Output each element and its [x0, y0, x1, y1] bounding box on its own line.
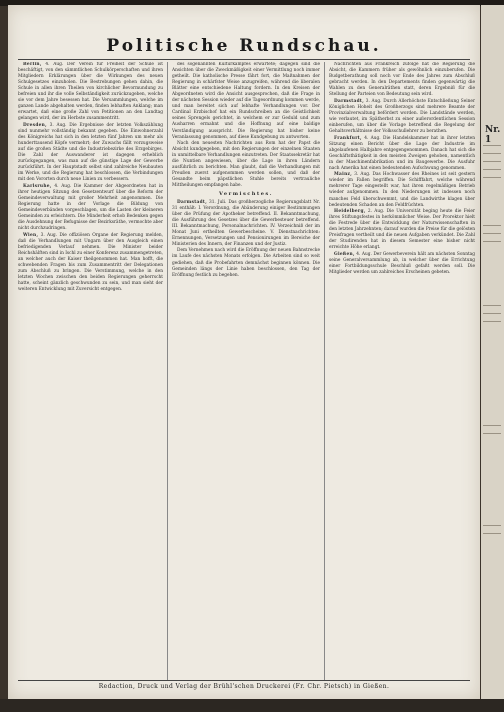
article-text: 3. Aug. Durch Allerhöchste Entschließung Seiner Königlichen Hoheit des Großherzogs sind mehrere Beamte der Provinzialverwaltung befördert worden. Die Landstände werden, wie verlautet, im Spätherbst zu einer außerordentlichen Session einberufen, um über die Vorlage betreffend die Regelung der Gehaltsverhältnisse der Volksschullehrer zu berathen. [329, 98, 475, 135]
article-text: 3. Aug. Die offiziösen Organe der Regierung melden, daß die Verhandlungen mit Ungarn über den Ausgleich einen befriedigenden Verlauf nehmen. Die Minister beider Reichshälften sind in Ischl zu einer Konferenz zusammengetreten, an welcher auch der Kaiser theilgenommen hat. Man hofft, die schwebenden Fragen bis zum Zusammentritt der Delegationen zum Abschluß zu bringen. Die Verstimmung, welche in den letzten Wochen zwischen den beiden Regierungen geherrscht hatte, scheint gänzlich geschwunden zu sein, und man sieht der weiteren Entwicklung mit Zuversicht entgegen. [18, 232, 163, 293]
article-paragraph [172, 141, 320, 189]
article-text: des sogenannten Kulturkampfes erwartete; dagegen sind die Ansichten über die Zweckmäßigkeit einer Vermittlung noch immer getheilt. Die katholische Presse fährt fort, die Maßnahmen der Regierung in schärfster Weise anzugreifen, während die liberalen Blätter eine entschiedene Haltung fordern. In den Kreisen der Abgeordneten wird die Ansicht ausgesprochen, daß die Frage in der nächsten Session wieder auf die Tagesordnung kommen werde, und man bereitet sich auf lebhafte Verhandlungen vor. Der Cardinal Erzbischof hat ein Rundschreiben an die Geistlichkeit seines Sprengels gerichtet, in welchem er zur Geduld und zum Ausharren ermahnt und die Hoffnung auf eine baldige Verständigung ausspricht. Die Regierung hat bisher keine Veranlassung genommen, auf diese Kundgebung zu antworten. [172, 62, 320, 140]
text-column-right [329, 62, 475, 678]
dateline: Gießen, [334, 251, 355, 257]
dateline: Heidelberg, [334, 209, 366, 215]
adjacent-text-line [483, 233, 501, 234]
article-text: 4. Aug. Der Gewerbeverein hält am nächsten Sonntag seine Generalversammlung ab, in welcher über die Errichtung einer Fortbildungsschule Beschluß gefaßt werden soll. Die Mitglieder werden um zahlreiches Erscheinen gebeten. [329, 251, 475, 276]
article-paragraph [329, 209, 475, 251]
adjacent-text-line [483, 321, 501, 322]
imprint-footer: Redaction, Druck und Verlag der Brühl'schen Druckerei (Fr. Chr. Pietsch) in Gießen. [98, 683, 390, 690]
adjacent-text-line [483, 313, 501, 314]
article-paragraph [329, 172, 475, 208]
article-paragraph [18, 233, 163, 293]
article-paragraph [172, 200, 320, 248]
dateline: Dresden, [23, 122, 47, 128]
article-text: 4. Aug. Der Verein für Freiheit der Schule ist beschäftigt, von den sämmtlichen Schulkörperschaften und ihren Mitgliedern Erklärungen über die Wirkungen des neuen Schulgesetzes einzuholen. Die Bestrebungen gehen dahin, die Schule in allen ihren Theilen von kirchlicher Bevormundung zu befreien und ihr die volle Selbständigkeit zurückzugeben, welche sie vor dem Jahre besessen hat. Die Versammlungen, welche im ganzen Lande abgehalten werden, finden lebhaften Anklang; man erwartet, daß eine große Zahl von Petitionen an den Landtag gelangen wird, der im Herbste zusammentritt. [18, 62, 163, 122]
article-text: 4. Aug. Die Handelskammer hat in ihrer letzten Sitzung einen Bericht über die Lage der Industrie im abgelaufenen Halbjahre entgegengenommen. Danach hat sich die Geschäftsthätigkeit in den meisten Zweigen gehoben, namentlich in der Maschinenfabrikation und im Baugewerbe. Die Ausfuhr nach Amerika hat einen bedeutenden Aufschwung genommen. [329, 135, 475, 171]
article-paragraph [329, 99, 475, 135]
text-column-left [18, 62, 163, 678]
footer-rule [18, 680, 470, 681]
dateline: Karlsruhe, [23, 183, 52, 189]
adjacent-text-line [483, 145, 501, 146]
adjacent-text-line [483, 533, 501, 534]
adjacent-text-line [483, 161, 501, 162]
column-divider [324, 62, 325, 680]
dateline: Darmstadt, [177, 199, 207, 205]
article-paragraph [18, 184, 163, 232]
article-text: 31. Juli. Das großherzogliche Regierungsblatt Nr. 31 enthält: I. Verordnung, die Abänderung einiger Bestimmungen über die Prüfung der Apotheker betreffend. II. Bekanntmachung, die Ausführung des Gesetzes über die Gewerbesteuer betreffend. III. Bekanntmachung, Personalnachrichten. IV. Verzeichniß der im Monat Juni ertheilten Gewerbescheine. V. Dienstnachrichten: Ernennungen, Versetzungen und Pensionirungen im Bereiche der Ministerien des Innern, der Finanzen und der Justiz. [172, 199, 320, 247]
dateline: Darmstadt, [334, 98, 364, 104]
article-text: 3. Aug. Das Hochwasser des Rheines ist seit gestern wieder im Fallen begriffen. Die Schifffahrt, welche während mehrerer Tage eingestellt war, hat ihren regelmäßigen Betrieb wieder aufgenommen. In den Niederungen ist indessen noch manches Feld überschwemmt, und die Landwirthe klagen über bedeutenden Schaden an den Feldfrüchten. [329, 172, 475, 208]
adjacent-text-line [483, 433, 501, 434]
adjacent-text-line [483, 241, 501, 242]
dateline: Mainz, [334, 172, 353, 178]
page-title: Politische Rundschau. [106, 36, 382, 56]
article-paragraph [18, 123, 163, 183]
dateline: Berlin, [23, 62, 42, 67]
adjacent-text-line [483, 525, 501, 526]
title-rule [18, 59, 470, 60]
dateline: Wien, [23, 232, 39, 238]
scan-bottom-edge [0, 699, 504, 712]
article-paragraph [172, 248, 320, 278]
adjacent-text-line [483, 177, 501, 178]
article-text: Dem Vernehmen nach wird die Eröffnung der neuen Bahnstrecke im Laufe des nächsten Monats erfolgen. Die Arbeiten sind so weit gediehen, daß die Probefahrten demnächst beginnen können. Die Gemeinden längs der Linie haben beschlossen, den Tag der Eröffnung festlich zu begehen. [172, 248, 320, 278]
article-text: Nach den neuesten Nachrichten aus Rom hat der Papst die Absicht kundgegeben, mit den Regierungen der einzelnen Staaten in unmittelbare Verhandlungen einzutreten. Der Staatssekretär hat die Nuntien angewiesen, über die Lage in ihren Ländern ausführlich zu berichten. Man glaubt, daß die Verhandlungen mit Preußen zuerst aufgenommen werden sollen, und daß der Gesandte beim päpstlichen Stuhle bereits vertrauliche Mittheilungen empfangen habe. [172, 141, 320, 189]
adjacent-text-line [483, 169, 501, 170]
article-text: 4. Aug. Die Kammer der Abgeordneten hat in ihrer heutigen Sitzung den Gesetzentwurf über die Reform der Gemeindeverwaltung mit großer Mehrheit angenommen. Die Regierung hatte in der Vorlage die Bildung von Gemeindeverbänden vorgeschlagen, um die Lasten der kleineren Gemeinden zu erleichtern. Die Minderheit erhob Bedenken gegen die Ausdehnung der Befugnisse der Bezirksräthe, vermochte aber nicht durchzudringen. [18, 183, 163, 232]
adjacent-text-line [483, 425, 501, 426]
article-text: 3. Aug. Die Ergebnisse der letzten Volkszählung sind nunmehr vollständig bekannt gegeben. Die Einwohnerzahl des Königreichs hat sich in den letzten fünf Jahren um mehr als hunderttausend Köpfe vermehrt; der Zuwachs fällt vorzugsweise auf die großen Städte und die Industriebezirke des Erzgebirges. Die Zahl der Auswanderer ist dagegen erheblich zurückgegangen, was man auf die günstige Lage der Gewerbe zurückführt. In der Hauptstadt selbst sind zahlreiche Neubauten im Werke, und die Regierung hat beschlossen, die Verbindungen mit den Vororten durch neue Linien zu verbessern. [18, 122, 163, 183]
adjacent-text-line [483, 153, 501, 154]
article-paragraph [329, 252, 475, 276]
column-divider [167, 62, 168, 680]
article-paragraph [329, 62, 475, 98]
adjacent-page-edge [481, 5, 504, 705]
article-text: Nachrichten aus Frankreich zufolge hat die Regierung die Absicht, die Kammern früher als gewöhnlich einzuberufen. Die Budgetberathung soll noch vor Ende des Jahres zum Abschluß gebracht werden. In den Departements finden gegenwärtig die Wahlen zu den Generalräthen statt, deren Ergebniß für die Stellung der Parteien von Bedeutung sein wird. [329, 62, 475, 98]
text-column-middle [172, 62, 320, 678]
article-text: 2. Aug. Die Universität beging heute die Feier ihres Stiftungsfestes in herkömmlicher Weise. Der Prorektor hielt die Festrede über die Entwicklung der Naturwissenschaften in den letzten Jahrzehnten; darauf wurden die Preise für die gelösten Preisfragen vertheilt und die neuen Aufgaben verkündet. Die Zahl der Studirenden hat in diesem Semester eine bisher nicht erreichte Höhe erlangt. [329, 209, 475, 251]
article-paragraph [172, 62, 320, 141]
article-paragraph [18, 62, 163, 122]
section-heading: Vermischtes. [219, 191, 273, 198]
adjacent-page-fragment: Nr. 1 [485, 125, 501, 145]
adjacent-text-line [483, 225, 501, 226]
article-paragraph [329, 136, 475, 172]
dateline: Frankfurt, [334, 135, 362, 141]
adjacent-text-line [483, 305, 501, 306]
